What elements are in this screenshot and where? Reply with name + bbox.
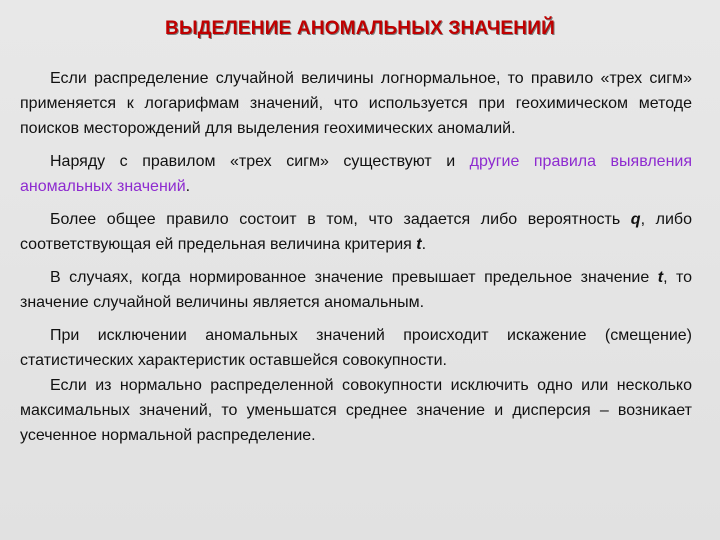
paragraph-distortion xyxy=(20,323,692,373)
paragraph-truncated xyxy=(20,373,692,448)
paragraph-general-rule-start: Более общее правило состоит в том, что задается либо вероятность xyxy=(50,211,631,228)
paragraph-general-rule-mid: , либо соответствующая ей предельная величина критерия xyxy=(20,211,692,253)
paragraph-other-rules-end: . xyxy=(185,178,191,195)
paragraph-distortion-text: При исключении аномальных значений происходит искажение (смещение) статистических характеристик оставшейся совокупности. xyxy=(20,327,692,369)
paragraph-general-rule xyxy=(20,207,692,257)
paragraph-other-rules xyxy=(20,149,692,199)
paragraph-anomalous-case-end: , то значение случайной величины является аномальным. xyxy=(20,269,693,311)
paragraph-general-rule-end: . xyxy=(421,236,427,253)
symbol-t-2: t xyxy=(657,269,664,286)
paragraph-truncated-text: Если из нормально распределенной совокупности исключить одно или несколько максимальных значений, то уменьшатся среднее значение и дисперсия – возникает усеченное нормальной распределение. xyxy=(20,377,692,444)
paragraph-lognormal xyxy=(20,66,692,141)
symbol-q: q xyxy=(630,211,641,228)
paragraph-lognormal-text: Если распределение случайной величины логнормальное, то правило «трех сигм» применяется к логарифмам значений, что используется при геохимическом методе поисков месторождений для выделения геохимических аномалий. xyxy=(20,70,692,137)
paragraph-other-rules-start: Наряду с правилом «трех сигм» существуют и xyxy=(50,153,470,170)
symbol-t: t xyxy=(416,236,422,253)
paragraph-anomalous-case xyxy=(20,265,692,315)
other-rules-highlight: другие правила выявления аномальных значений xyxy=(20,153,692,195)
paragraph-anomalous-case-start: В случаях, когда нормированное значение превышает предельное значение xyxy=(50,269,658,286)
slide-title: ВЫДЕЛЕНИЕ АНОМАЛЬНЫХ ЗНАЧЕНИЙ xyxy=(165,18,555,39)
slide-body xyxy=(20,66,692,448)
